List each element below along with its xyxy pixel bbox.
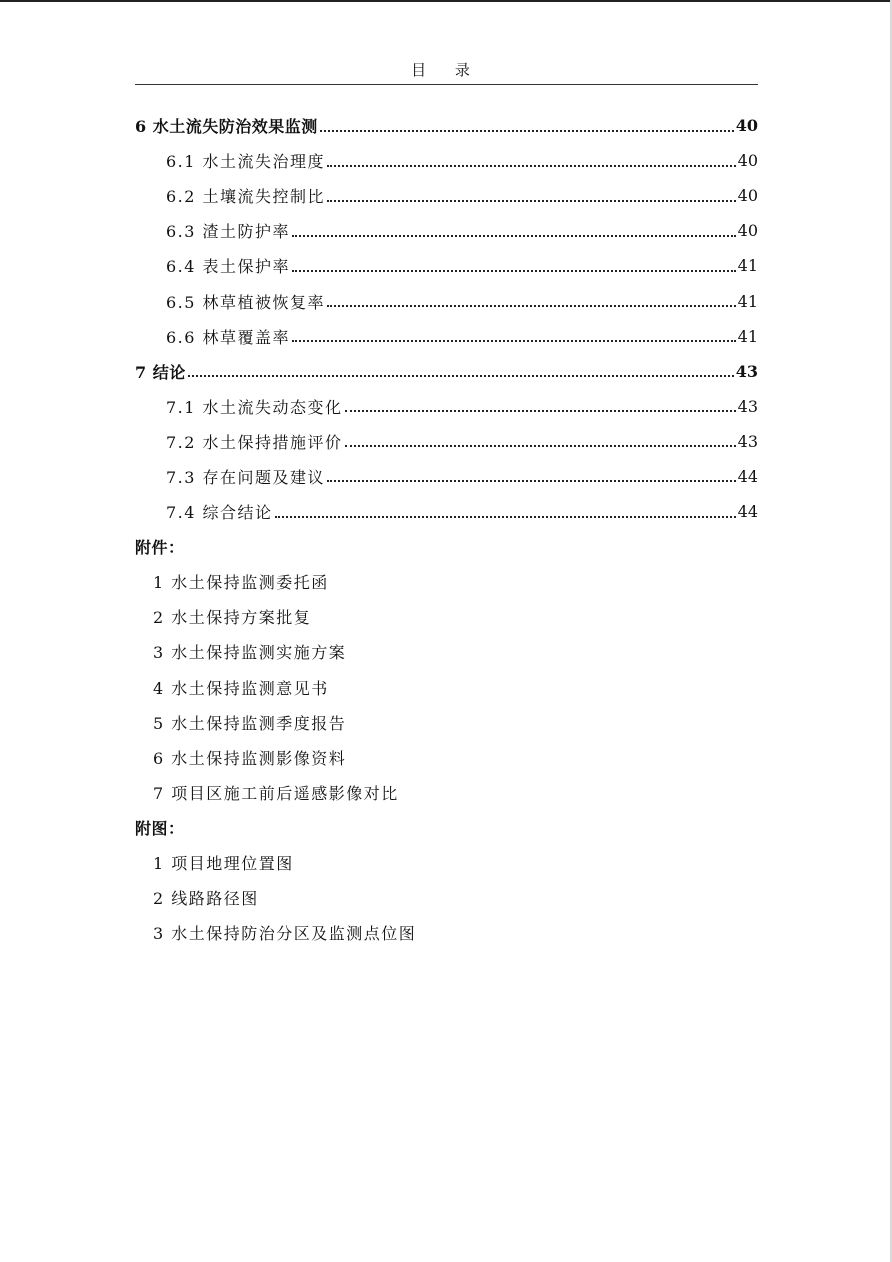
- toc-entry-page: 40: [735, 116, 758, 136]
- figure-item[interactable]: [135, 915, 758, 950]
- toc-entry-section-6[interactable]: [135, 108, 758, 143]
- attachment-item-label: 2 水土保持方案批复: [153, 608, 312, 628]
- toc-entry-6-1[interactable]: [135, 143, 758, 178]
- toc-leader-dots: [327, 480, 736, 482]
- attachment-item-label: 6 水土保持监测影像资料: [153, 748, 347, 768]
- toc-entry-7-4[interactable]: [135, 494, 758, 529]
- toc-entry-7-3[interactable]: [135, 459, 758, 494]
- toc-entry-page: 40: [737, 151, 758, 171]
- toc-leader-dots: [320, 130, 734, 132]
- toc-entry-6-5[interactable]: [135, 283, 758, 318]
- figure-item-label: 3 水土保持防治分区及监测点位图: [153, 924, 417, 944]
- toc-entry-label: 6.2 土壤流失控制比: [166, 187, 326, 207]
- toc-leader-dots: [275, 516, 736, 518]
- attachments-heading-label: 附件：: [135, 538, 185, 558]
- toc-entry-label: 6.4 表土保护率: [166, 257, 291, 277]
- figure-item-label: 1 项目地理位置图: [153, 854, 294, 874]
- toc-entry-label: 6 水土流失防治效果监测: [135, 117, 318, 137]
- figures-heading: [135, 810, 758, 845]
- page-top-edge: [0, 0, 892, 2]
- table-of-contents: [135, 108, 758, 950]
- figure-item-label: 2 线路路径图: [153, 889, 259, 909]
- attachment-item[interactable]: [135, 599, 758, 634]
- toc-leader-dots: [327, 200, 736, 202]
- attachment-item[interactable]: [135, 670, 758, 705]
- toc-entry-page: 40: [737, 186, 758, 206]
- toc-entry-7-1[interactable]: [135, 389, 758, 424]
- toc-entry-section-7[interactable]: [135, 354, 758, 389]
- toc-leader-dots: [345, 445, 736, 447]
- toc-entry-7-2[interactable]: [135, 424, 758, 459]
- attachment-item[interactable]: [135, 705, 758, 740]
- toc-entry-label: 6.6 林草覆盖率: [166, 327, 291, 347]
- header-title: 目 录: [411, 61, 482, 79]
- toc-leader-dots: [188, 375, 734, 377]
- figures-heading-label: 附图：: [135, 818, 185, 838]
- toc-leader-dots: [327, 305, 736, 307]
- toc-leader-dots: [292, 270, 736, 272]
- toc-entry-label: 7.1 水土流失动态变化: [166, 397, 343, 417]
- attachments-heading: [135, 529, 758, 564]
- toc-entry-page: 44: [737, 502, 758, 522]
- page-header: [135, 58, 758, 85]
- toc-entry-6-4[interactable]: [135, 248, 758, 283]
- toc-entry-label: 6.5 林草植被恢复率: [166, 292, 326, 312]
- toc-entry-6-3[interactable]: [135, 213, 758, 248]
- figure-item[interactable]: [135, 845, 758, 880]
- toc-entry-label: 7.4 综合结论: [166, 503, 273, 523]
- toc-entry-label: 6.3 渣土防护率: [166, 222, 291, 242]
- figure-item[interactable]: [135, 880, 758, 915]
- toc-leader-dots: [345, 410, 736, 412]
- toc-entry-label: 7.2 水土保持措施评价: [166, 432, 343, 452]
- toc-entry-page: 41: [737, 291, 758, 311]
- attachment-item[interactable]: [135, 564, 758, 599]
- attachment-item-label: 7 项目区施工前后遥感影像对比: [153, 783, 399, 803]
- toc-entry-page: 41: [737, 256, 758, 276]
- toc-entry-page: 41: [737, 326, 758, 346]
- attachment-item[interactable]: [135, 740, 758, 775]
- attachment-item[interactable]: [135, 775, 758, 810]
- toc-entry-page: 43: [737, 431, 758, 451]
- attachment-item-label: 5 水土保持监测季度报告: [153, 713, 347, 733]
- toc-entry-label: 6.1 水土流失治理度: [166, 152, 326, 172]
- toc-entry-page: 40: [737, 221, 758, 241]
- toc-leader-dots: [327, 165, 736, 167]
- attachment-item-label: 1 水土保持监测委托函: [153, 573, 329, 593]
- toc-entry-label: 7.3 存在问题及建议: [166, 467, 326, 487]
- toc-entry-page: 44: [737, 466, 758, 486]
- toc-entry-page: 43: [737, 396, 758, 416]
- toc-leader-dots: [292, 340, 736, 342]
- toc-entry-label: 7 结论: [135, 362, 186, 382]
- toc-leader-dots: [292, 235, 736, 237]
- toc-entry-6-6[interactable]: [135, 319, 758, 354]
- attachment-item-label: 3 水土保持监测实施方案: [153, 643, 347, 663]
- attachment-item-label: 4 水土保持监测意见书: [153, 678, 329, 698]
- toc-entry-6-2[interactable]: [135, 178, 758, 213]
- attachment-item[interactable]: [135, 634, 758, 669]
- toc-entry-page: 43: [735, 361, 758, 381]
